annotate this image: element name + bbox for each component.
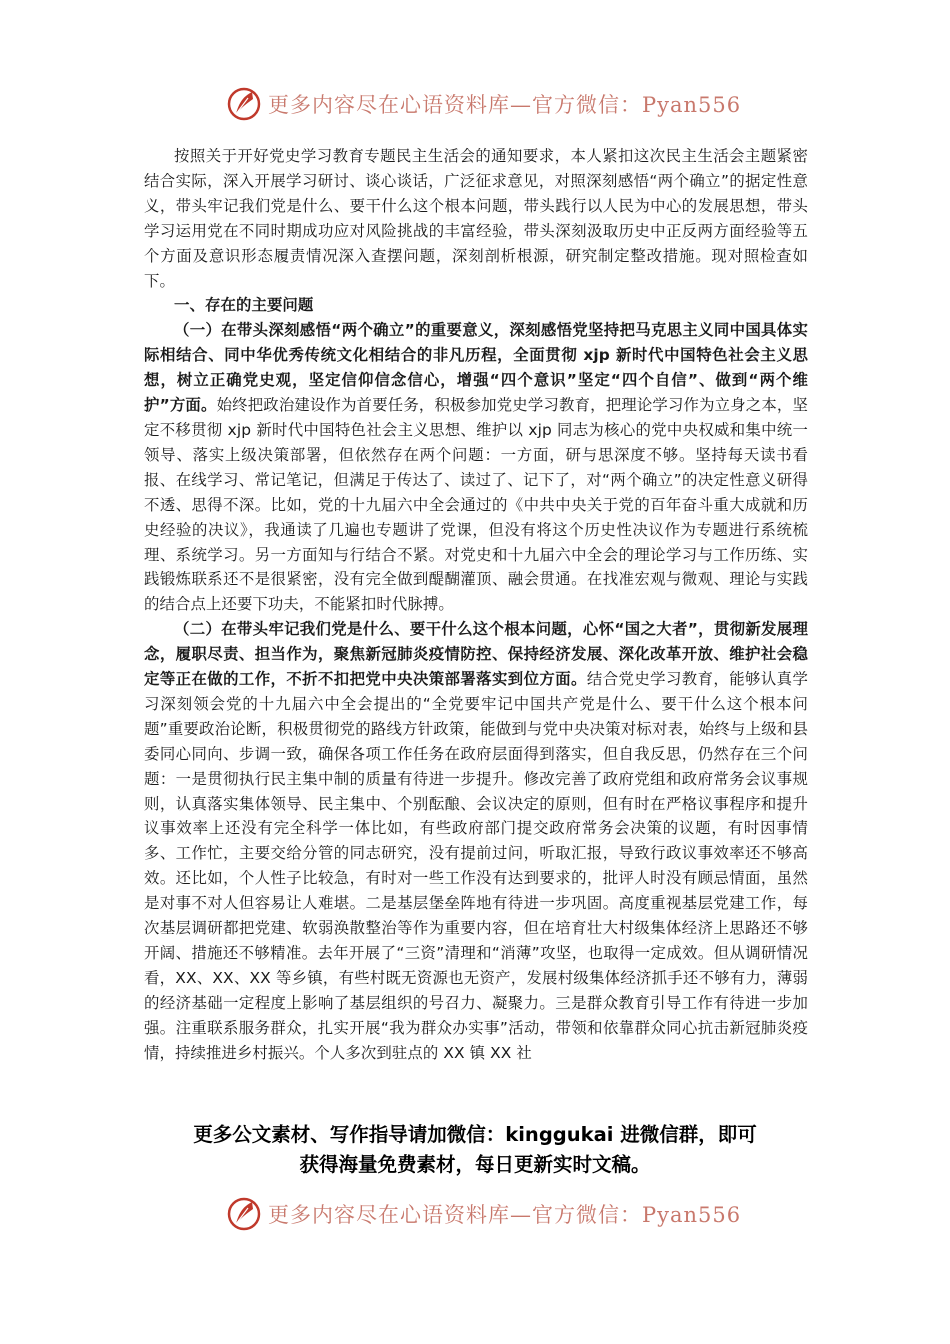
item-2-heading: （二）在带头牢记我们党是什么、要干什么这个根本问题，心怀“国之大者”，贯彻新发展理念，履职尽责、担当作为，聚焦新冠肺炎疫情防控、保持经济发展、深化改革开放、维护社会稳定等正在做的工作，不折不扣把党中央决策部署落实到位方面。 — [144, 620, 808, 689]
item-2-text: 结合党史学习教育，能够认真学习深刻领会党的十九届六中全会提出的“全党要牢记中国共产党是什么、要干什么这个根本问题”重要政治论断，积极贯彻党的路线方针政策，能做到与党中央决策对标对表，始终与上级和县委同心同向、步调一致，确保各项工作任务在政府层面得到落实，但自我反思，仍然存在三个问题：一是贯彻执行民主集中制的质量有待进一步提升。修改完善了政府党组和政府常务会议事规则，认真落实集体领导、民主集中、个别酝酿、会议决定的原则，但有时在严格议事程序和提升议事效率上还没有完全科学一体比如，有些政府部门提交政府常务会决策的议题，有时因事情多、工作忙，主要交给分管的同志研究，没有提前过问，听取汇报，导致行政议事效率还不够高效。还比如，个人性子比较急，有时对一些工作没有达到要求的，批评人时没有顾忌情面，虽然是对事不对人但容易让人难堪。二是基层堡垒阵地有待进一步巩固。高度重视基层党建工作，每次基层调研都把党建、软弱涣散整治等作为重要内容，但在培育壮大村级集体经济上思路还不够开阔、措施还不够精准。去年开展了“三资”清理和“消薄”攻坚，也取得一定成效。但从调研情况看，XX、XX、XX 等乡镇，有些村既无资源也无资产，发展村级集体经济抓手还不够有力，薄弱的经济基础一定程度上影响了基层组织的号召力、凝聚力。三是群众教育引导工作有待进一步加强。注重联系服务群众，扎实开展“我为群众办实事”活动，带领和依靠群众同心抗击新冠肺炎疫情，持续推进乡村振兴。个人多次到驻点的 XX 镇 XX 社 — [144, 670, 808, 1062]
top-banner[interactable] — [226, 84, 741, 124]
banner-text: 更多内容尽在心语资料库—官方微信：Pyan556 — [268, 1203, 742, 1227]
document-body — [144, 144, 808, 1066]
promo-line-2: 获得海量免费素材，每日更新实时文稿。 — [299, 1153, 651, 1176]
intro-paragraph: 按照关于开好党史学习教育专题民主生活会的通知要求，本人紧扣这次民主生活会主题紧密结合实际，深入开展学习研讨、谈心谈话，广泛征求意见，对照深刻感悟“两个确立”的据定性意义，带头牢记我们党是什么、要干什么这个根本问题，带头践行以人民为中心的发展思想，带头学习运用党在不同时期成功应对风险挑战的丰富经验，带头深刻汲取历史中正反两方面经验等五个方面及意识形态履责情况深入查摆问题，深刻剖析根源，研究制定整改措施。现对照检查如下。 — [144, 147, 808, 290]
bottom-banner[interactable] — [226, 1194, 741, 1234]
banner-text: 更多内容尽在心语资料库—官方微信：Pyan556 — [268, 93, 742, 117]
feather-pen-logo-icon — [226, 1196, 262, 1232]
promo-notice — [140, 1120, 810, 1180]
item-1-heading: （一）在带头深刻感悟“两个确立”的重要意义，深刻感悟党坚持把马克思主义同中国具体实际相结合、同中华优秀传统文化相结合的非凡历程，全面贯彻 xjp 新时代中国特色社会主义思想，树立正确党史观，坚定信仰信念信心，增强“四个意识”坚定“四个自信”、做到“两个维护”方面。 — [144, 321, 808, 415]
promo-line-1: 更多公文素材、写作指导请加微信：kinggukai 进微信群，即可 — [193, 1123, 757, 1146]
item-2-paragraph — [144, 617, 808, 1065]
feather-pen-logo-icon — [226, 86, 262, 122]
item-1-paragraph — [144, 318, 808, 617]
item-1-text: 始终把政治建设作为首要任务，积极参加党史学习教育，把理论学习作为立身之本，坚定不移贯彻 xjp 新时代中国特色社会主义思想、维护以 xjp 同志为核心的党中央权威和集中统一领导、落实上级决策部署，但依然存在两个问题：一方面，研与思深度不够。坚持每天读书看报、在线学习、常记笔记，但满足于传达了、读过了、记下了，对“两个确立”的决定性意义研得不透、思得不深。比如，党的十九届六中全会通过的《中共中央关于党的百年奋斗重大成就和历史经验的决议》，我通读了几遍也专题讲了党课，但没有将这个历史性决议作为专题进行系统梳理、系统学习。另一方面知与行结合不紧。对党史和十九届六中全会的理论学习与工作历练、实践锻炼联系还不是很紧密，没有完全做到醍醐灌顶、融会贯通。在找准宏观与微观、理论与实践的结合点上还要下功夫，不能紧扣时代脉搏。 — [144, 396, 808, 614]
section-heading: 一、存在的主要问题 — [174, 296, 314, 315]
